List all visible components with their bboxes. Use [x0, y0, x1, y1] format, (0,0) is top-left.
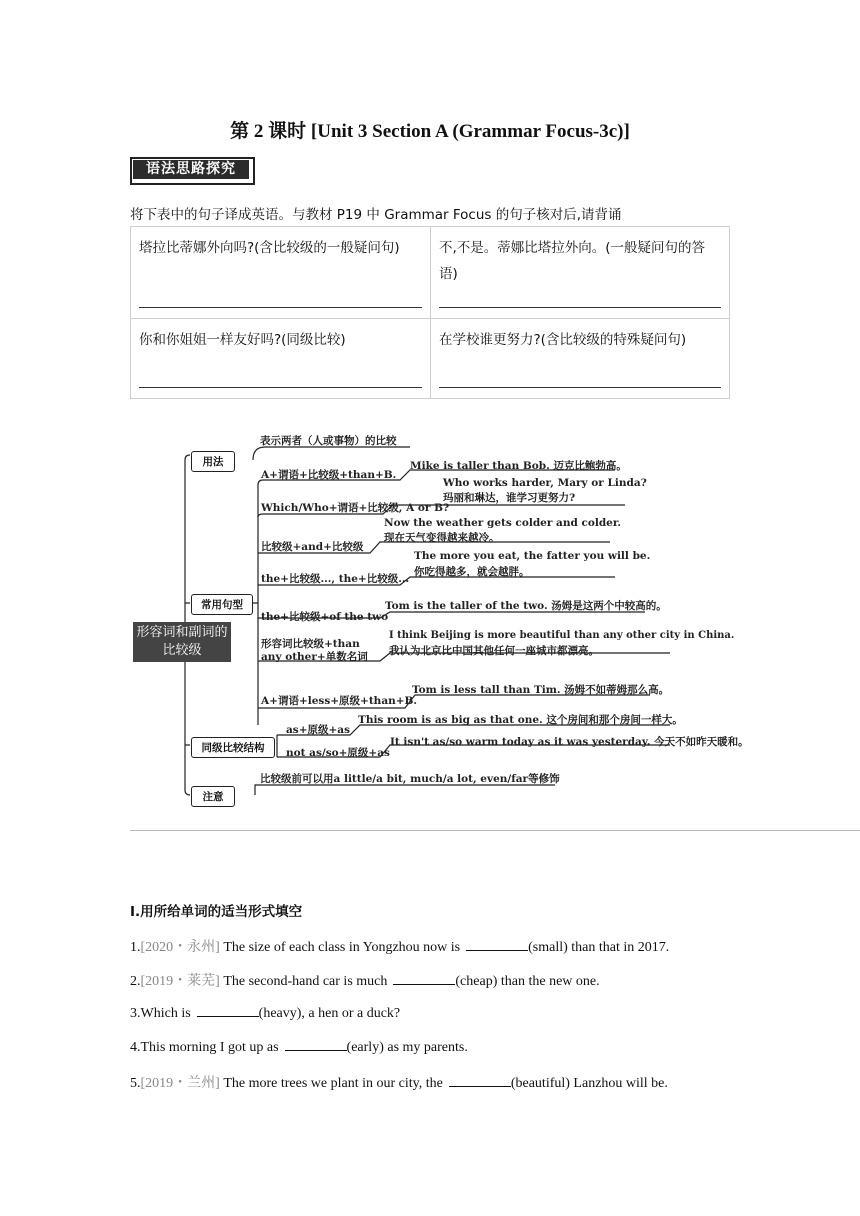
table-cell [431, 227, 730, 319]
note-node: 注意 [191, 786, 235, 807]
table-cell [431, 319, 730, 399]
question-text: 塔拉比蒂娜外向吗?(含比较级的一般疑问句) [139, 240, 400, 256]
pattern-4-example: The more you eat, the fatter you will be. [414, 550, 651, 562]
pattern-2: Which/Who+谓语+比较级, A or B? [261, 502, 450, 514]
answer-line[interactable] [439, 293, 721, 308]
answer-line[interactable] [439, 373, 721, 388]
pattern-6-b: any other+单数名词 [261, 651, 368, 663]
section-heading: Ⅰ.用所给单词的适当形式填空 [130, 904, 303, 920]
question-text: 不,不是。蒂娜比塔拉外向。(一般疑问句的答语) [439, 240, 706, 282]
translation-table [130, 226, 730, 399]
pattern-5-example: Tom is the taller of the two. 汤姆是这两个中较高的。 [385, 600, 667, 612]
same-level-2-example: It isn't as/so warm today as it was yesterday. 今天不如昨天暖和。 [390, 736, 749, 748]
table-cell [131, 227, 431, 319]
same-level-node: 同级比较结构 [191, 737, 275, 758]
pattern-7-example: Tom is less tall than Tim. 汤姆不如蒂姆那么高。 [412, 684, 670, 696]
answer-line[interactable] [139, 293, 422, 308]
usage-text: 表示两者（人或事物）的比较 [260, 435, 397, 447]
question-text: 你和你姐姐一样友好吗?(同级比较) [139, 332, 346, 348]
badge-label: 语法思路探究 [133, 160, 249, 179]
pattern-2-translation: 玛丽和琳达，谁学习更努力? [443, 492, 576, 504]
pattern-6-example: I think Beijing is more beautiful than any other city in China. [389, 630, 735, 641]
pattern-4-translation: 你吃得越多，就会越胖。 [414, 566, 530, 578]
usage-node: 用法 [191, 451, 235, 472]
section-badge [130, 157, 255, 185]
divider [130, 830, 860, 831]
pattern-1-example: Mike is taller than Bob. 迈克比鲍勃高。 [410, 460, 627, 472]
question-item: 3.Which is (heavy), a hen or a duck? [130, 1006, 401, 1021]
answer-blank[interactable] [393, 972, 455, 985]
pattern-3: 比较级+and+比较级 [261, 541, 364, 553]
pattern-5: the+比较级+of the two [261, 611, 389, 623]
same-level-1: as+原级+as [286, 724, 351, 736]
same-level-2: not as/so+原级+as [286, 747, 390, 759]
question-item: 4.This morning I got up as (early) as my parents. [130, 1040, 468, 1055]
mind-map [125, 425, 749, 815]
pattern-2-example: Who works harder, Mary or Linda? [443, 477, 647, 489]
question-item: 5.[2019・兰州] The more trees we plant in our city, the (beautiful) Lanzhou will be. [130, 1076, 668, 1091]
pattern-6: 形容词比较级+than [261, 638, 360, 650]
pattern-1: A+谓语+比较级+than+B. [261, 469, 397, 481]
question-text: 在学校谁更努力?(含比较级的特殊疑问句) [439, 332, 687, 348]
answer-blank[interactable] [449, 1074, 511, 1087]
pattern-3-example: Now the weather gets colder and colder. [384, 517, 622, 529]
pattern-3-translation: 现在天气变得越来越冷。 [384, 532, 500, 544]
answer-blank[interactable] [466, 938, 528, 951]
table-cell [131, 319, 431, 399]
note-text: 比较级前可以用a little/a bit, much/a lot, even/far等修饰 [260, 773, 560, 785]
question-item: 1.[2020・永州] The size of each class in Yongzhou now is (small) than that in 2017. [130, 940, 670, 955]
question-item: 2.[2019・莱芜] The second-hand car is much (cheap) than the new one. [130, 974, 600, 989]
patterns-node: 常用句型 [191, 594, 253, 615]
page-title: 第 2 课时 [Unit 3 Section A (Grammar Focus-3c)] [230, 121, 630, 142]
same-level-1-example: This room is as big as that one. 这个房间和那个房间一样大。 [358, 714, 683, 726]
pattern-6-translation: 我认为北京比中国其他任何一座城市都漂亮。 [389, 645, 599, 657]
pattern-4: the+比较级..., the+比较级... [261, 573, 410, 585]
answer-line[interactable] [139, 373, 422, 388]
instruction: 将下表中的句子译成英语。与教材 P19 中 Grammar Focus 的句子核对后,请背诵 [130, 207, 622, 223]
root-node: 形容词和副词的比较级 [133, 622, 231, 662]
pattern-7: A+谓语+less+原级+than+B. [261, 695, 418, 707]
answer-blank[interactable] [285, 1038, 347, 1051]
answer-blank[interactable] [197, 1004, 259, 1017]
